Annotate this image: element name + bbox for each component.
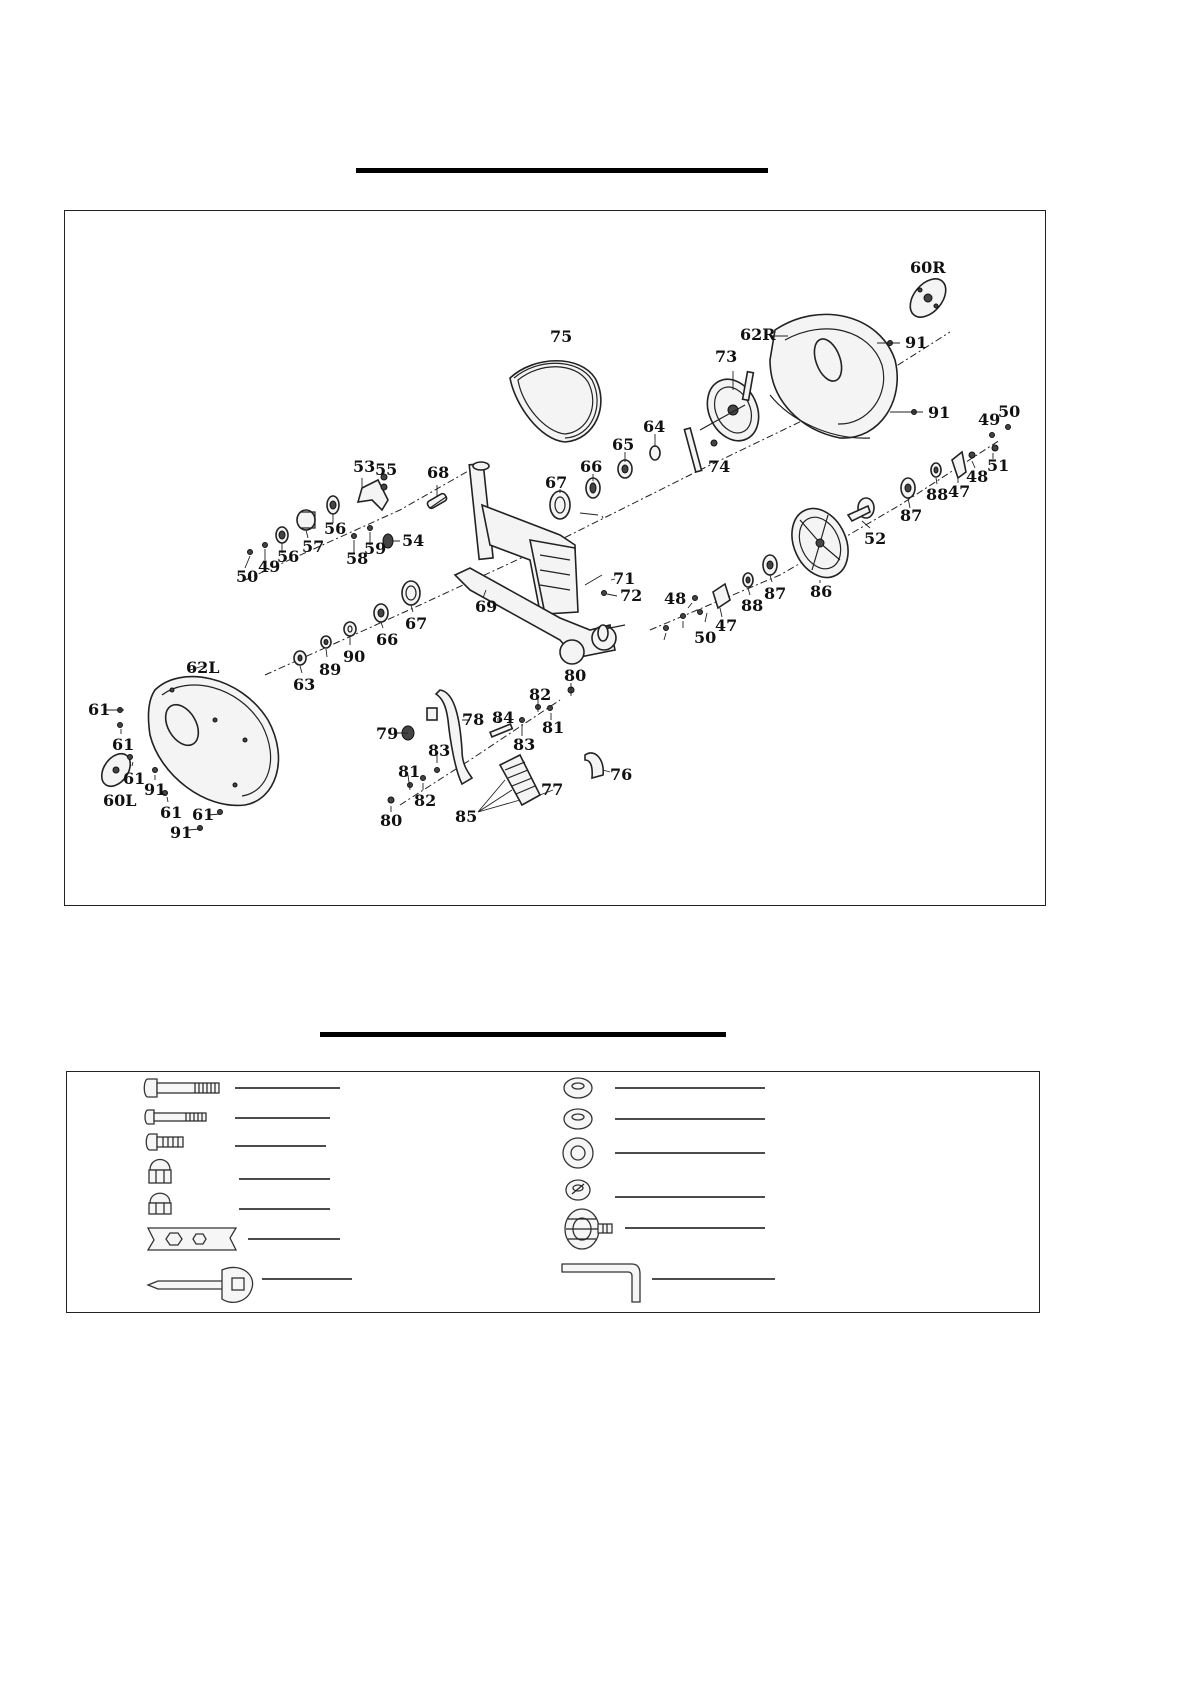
callout-62R: 62R <box>740 325 776 344</box>
callout-81a: 81 <box>542 718 565 737</box>
callout-58: 58 <box>346 549 369 568</box>
button-bolt-icon <box>146 1134 183 1150</box>
callout-54: 54 <box>402 531 425 550</box>
callout-61e: 61 <box>192 805 215 824</box>
callout-87b: 87 <box>764 584 787 603</box>
callout-48b: 48 <box>664 589 687 608</box>
callout-66a: 66 <box>580 457 603 476</box>
callout-90: 90 <box>343 647 366 666</box>
callout-77: 77 <box>541 780 564 799</box>
callout-52: 52 <box>864 529 887 548</box>
callout-55: 55 <box>375 460 398 479</box>
flat-washer-icon <box>563 1138 593 1168</box>
callout-62L: 62L <box>186 658 220 677</box>
callout-56b: 56 <box>277 547 300 566</box>
screwdriver-wrench-icon <box>148 1267 253 1302</box>
callout-50b: 50 <box>236 567 259 586</box>
callout-81b: 81 <box>398 762 421 781</box>
callout-50a: 50 <box>998 402 1021 421</box>
callout-85: 85 <box>455 807 478 826</box>
callout-61c: 61 <box>123 769 146 788</box>
curved-washer-icon <box>564 1078 592 1098</box>
callout-48a: 48 <box>966 467 989 486</box>
acorn-nut-icon <box>149 1193 171 1214</box>
callout-57: 57 <box>302 537 325 556</box>
callout-89: 89 <box>319 660 342 679</box>
callout-91d: 91 <box>170 823 193 842</box>
callout-88a: 88 <box>926 485 949 504</box>
callout-68: 68 <box>427 463 450 482</box>
callout-47b: 47 <box>715 616 738 635</box>
callout-67b: 67 <box>405 614 428 633</box>
callout-71: 71 <box>613 569 636 588</box>
callout-63: 63 <box>293 675 316 694</box>
callout-75: 75 <box>550 327 573 346</box>
callout-72: 72 <box>620 586 643 605</box>
callout-91a: 91 <box>905 333 928 352</box>
callout-59: 59 <box>364 539 387 558</box>
callout-61b: 61 <box>112 735 135 754</box>
callout-82a: 82 <box>529 685 552 704</box>
callout-80b: 80 <box>380 811 403 830</box>
knob-icon <box>565 1209 612 1249</box>
multi-wrench-icon <box>148 1228 236 1250</box>
callout-51: 51 <box>987 456 1010 475</box>
callout-88b: 88 <box>741 596 764 615</box>
allen-key-icon <box>562 1264 640 1302</box>
callout-65: 65 <box>612 435 635 454</box>
callout-64: 64 <box>643 417 666 436</box>
callout-66b: 66 <box>376 630 399 649</box>
callout-84: 84 <box>492 708 515 727</box>
callout-60L: 60L <box>103 791 137 810</box>
callout-74: 74 <box>708 457 731 476</box>
callout-73: 73 <box>715 347 738 366</box>
carriage-bolt-icon <box>144 1079 219 1097</box>
callout-83a: 83 <box>513 735 536 754</box>
callout-48c: 50 <box>694 628 717 647</box>
spring-washer-icon <box>566 1180 590 1200</box>
callout-82b: 82 <box>414 791 437 810</box>
callout-91b: 91 <box>928 403 951 422</box>
callout-83b: 83 <box>428 741 451 760</box>
callout-78: 78 <box>462 710 485 729</box>
callout-69: 69 <box>475 597 498 616</box>
callout-53: 53 <box>353 457 376 476</box>
callout-56: 56 <box>324 519 347 538</box>
callout-49b: 49 <box>258 557 281 576</box>
callout-49a: 49 <box>978 410 1001 429</box>
callout-60R: 60R <box>910 258 946 277</box>
tall-acorn-nut-icon <box>149 1160 171 1184</box>
split-curved-washer-icon <box>564 1109 592 1129</box>
callout-87a: 87 <box>900 506 923 525</box>
callout-80a: 80 <box>564 666 587 685</box>
callout-91c: 91 <box>144 780 167 799</box>
callout-76: 76 <box>610 765 633 784</box>
callout-86: 86 <box>810 582 833 601</box>
hex-bolt-icon <box>145 1110 206 1124</box>
callout-47a: 47 <box>948 482 971 501</box>
callout-61a: 61 <box>88 700 111 719</box>
callout-79: 79 <box>376 724 399 743</box>
callout-67a: 67 <box>545 473 568 492</box>
callout-61d: 61 <box>160 803 183 822</box>
